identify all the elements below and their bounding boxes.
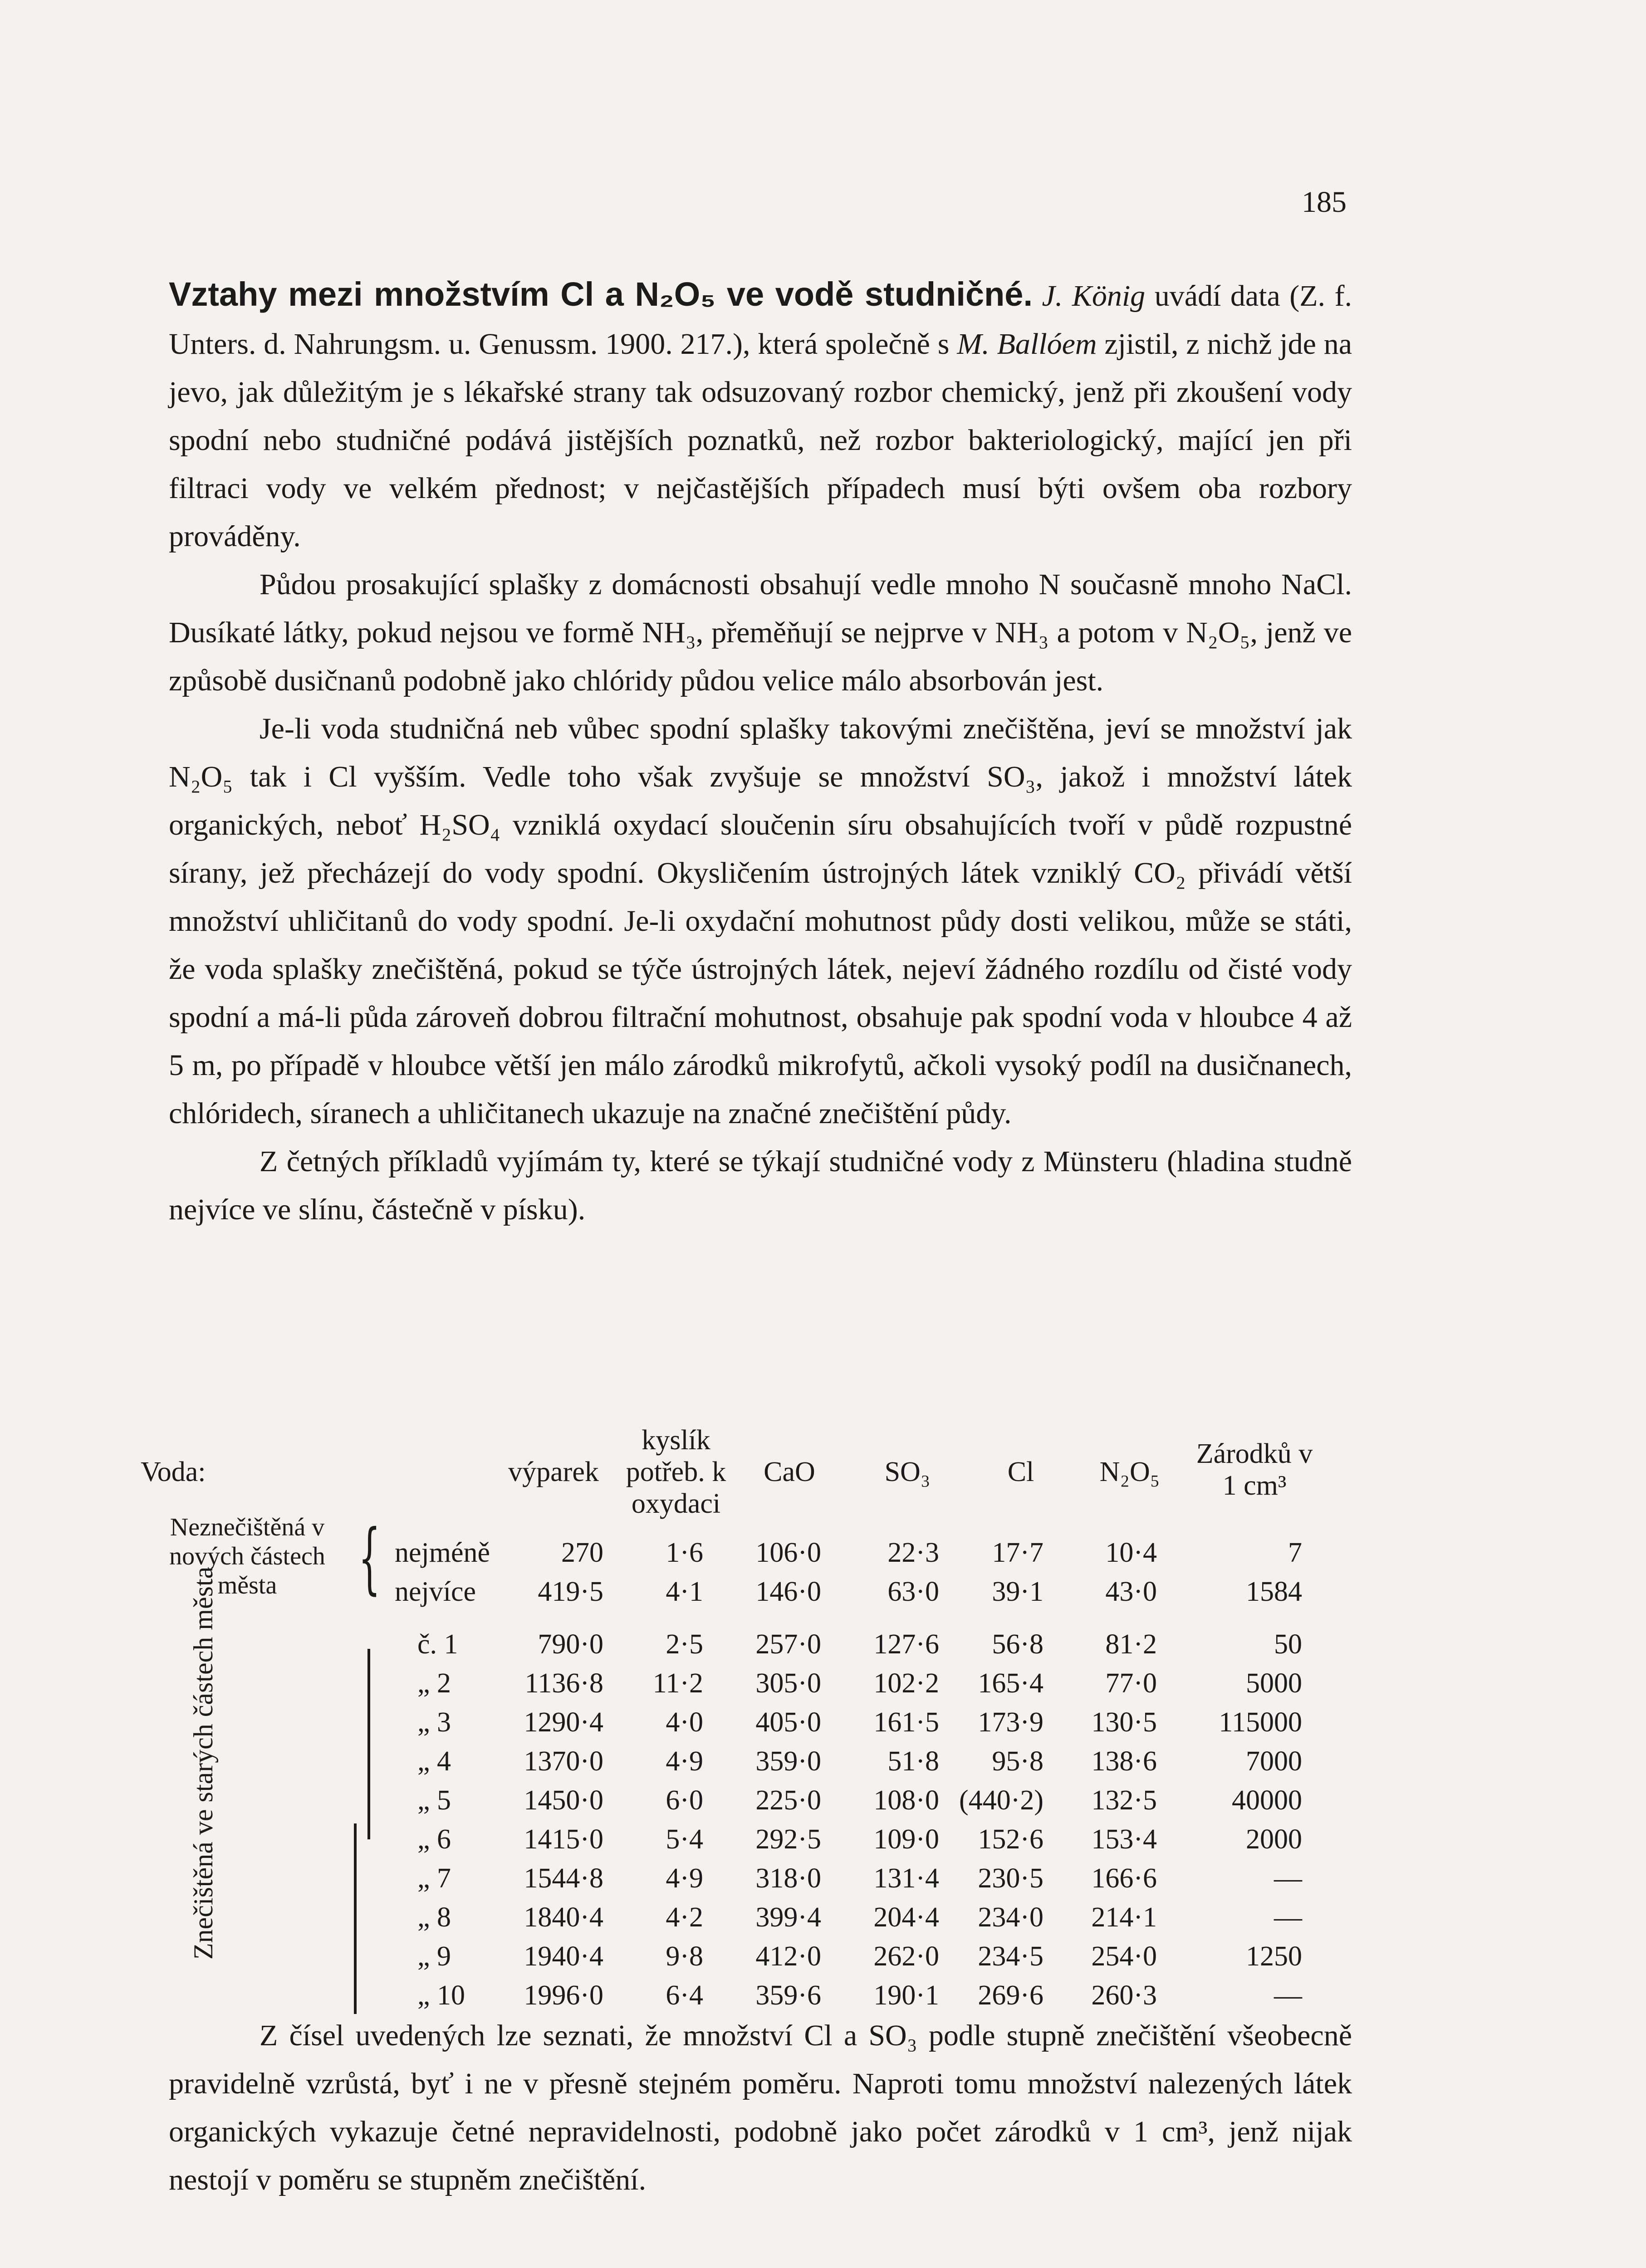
cell-zarodku: 7000 xyxy=(1246,1746,1302,1777)
cell-n2o5: 254·0 xyxy=(1091,1941,1157,1972)
header-n2o5: N₂O₅ xyxy=(1099,1457,1160,1487)
paragraph-1-text: uvádí data (Z. f. Unters. d. Nahrungsm. u. Genussm. 1900. 217.), která společně s xyxy=(169,279,1352,361)
cell-cl: 17·7 xyxy=(992,1537,1043,1568)
cell-cao: 359·6 xyxy=(755,1980,821,2011)
cell-cao: 146·0 xyxy=(755,1576,821,1607)
section-heading: Vztahy mezi množstvím Cl a N₂O₅ ve vodě studničné. xyxy=(169,275,1033,313)
row-label: „ 3 xyxy=(417,1707,451,1738)
row-label: nejméně xyxy=(395,1537,490,1568)
cell-cao: 405·0 xyxy=(755,1707,821,1738)
row-label: „ 8 xyxy=(417,1902,451,1933)
cell-cl: 234·5 xyxy=(978,1941,1043,1972)
cell-n2o5: 43·0 xyxy=(1105,1576,1157,1607)
cell-so3: 22·3 xyxy=(887,1537,939,1568)
cell-cao: 412·0 xyxy=(755,1941,821,1972)
paragraph-1-coauthor: M. Ballóem xyxy=(957,327,1097,361)
header-vyparek: výparek xyxy=(508,1457,599,1487)
cell-so3: 190·1 xyxy=(873,1980,939,2011)
cell-n2o5: 214·1 xyxy=(1091,1902,1157,1933)
cell-n2o5: 166·6 xyxy=(1091,1863,1157,1894)
cell-kyslik: 1·6 xyxy=(666,1537,703,1568)
row-label: „ 6 xyxy=(417,1824,451,1855)
cell-zarodku: 7 xyxy=(1288,1537,1302,1568)
row-label: „ 10 xyxy=(417,1980,465,2011)
cell-kyslik: 4·9 xyxy=(666,1863,703,1894)
cell-kyslik: 4·2 xyxy=(666,1902,703,1933)
cell-vyparek: 1290·4 xyxy=(524,1707,603,1738)
cell-vyparek: 1450·0 xyxy=(524,1785,603,1816)
cell-n2o5: 81·2 xyxy=(1105,1629,1157,1660)
row-label: č. 1 xyxy=(417,1629,458,1660)
cell-vyparek: 790·0 xyxy=(538,1629,603,1660)
cell-cl: 269·6 xyxy=(978,1980,1043,2011)
cell-kyslik: 5·4 xyxy=(666,1824,703,1855)
cell-so3: 127·6 xyxy=(873,1629,939,1660)
cell-n2o5: 260·3 xyxy=(1091,1980,1157,2011)
cell-zarodku: — xyxy=(1274,1863,1302,1894)
cell-cao: 399·4 xyxy=(755,1902,821,1933)
row-label: „ 4 xyxy=(417,1746,451,1777)
cell-n2o5: 153·4 xyxy=(1091,1824,1157,1855)
cell-so3: 63·0 xyxy=(887,1576,939,1607)
cell-n2o5: 138·6 xyxy=(1091,1746,1157,1777)
cell-zarodku: — xyxy=(1274,1980,1302,2011)
cell-vyparek: 1370·0 xyxy=(524,1746,603,1777)
header-cl: Cl xyxy=(1007,1457,1034,1487)
cell-vyparek: 1415·0 xyxy=(524,1824,603,1855)
page-number: 185 xyxy=(1302,186,1347,219)
header-zarodku: Zárodků v 1 cm³ xyxy=(1196,1438,1313,1501)
heading-author: J. König xyxy=(1042,279,1146,313)
paragraph-2: Půdou prosakující splašky z domácnosti obsahují vedle mnoho N současně mnoho NaCl. Dusíkaté látky, pokud nejsou ve formě NH₃, přeměňují se nejprve v NH₃ a potom v N₂O₅, jenž ve způsobě dusičnanů podobně jako chlóridy půdou velice málo absorbován jest. xyxy=(169,568,1352,697)
paragraph-5: Z čísel uvedených lze seznati, že množství Cl a SO₃ podle stupně znečištění všeobecně pravidelně vzrůstá, byť i ne v přesně stejném poměru. Naproti tomu množství nalezených látek organických vykazuje četné nepravidelnosti, podobně jako počet zárodků v 1 cm³, jenž nijak nestojí v poměru se stupněm znečištění. xyxy=(169,2019,1352,2196)
cell-kyslik: 4·0 xyxy=(666,1707,703,1738)
cell-n2o5: 132·5 xyxy=(1091,1785,1157,1816)
cell-zarodku: — xyxy=(1274,1902,1302,1933)
brace-dirty-upper xyxy=(367,1649,370,1839)
brace-clean: { xyxy=(358,1513,381,1603)
cell-cao: 359·0 xyxy=(755,1746,821,1777)
cell-so3: 204·4 xyxy=(873,1902,939,1933)
row-label: „ 2 xyxy=(417,1668,451,1699)
header-kyslik: kyslík potřeb. k oxydaci xyxy=(626,1425,726,1519)
cell-zarodku: 5000 xyxy=(1246,1668,1302,1699)
cell-vyparek: 1544·8 xyxy=(524,1863,603,1894)
cell-kyslik: 6·4 xyxy=(666,1980,703,2011)
cell-cl: 230·5 xyxy=(978,1863,1043,1894)
cell-vyparek: 270 xyxy=(561,1537,603,1568)
cell-n2o5: 130·5 xyxy=(1091,1707,1157,1738)
cell-kyslik: 4·1 xyxy=(666,1576,703,1607)
cell-so3: 131·4 xyxy=(873,1863,939,1894)
cell-kyslik: 4·9 xyxy=(666,1746,703,1777)
cell-cao: 305·0 xyxy=(755,1668,821,1699)
cell-so3: 161·5 xyxy=(873,1707,939,1738)
row-label: nejvíce xyxy=(395,1576,476,1607)
cell-cl: 165·4 xyxy=(978,1668,1043,1699)
paragraph-4: Z četných příkladů vyjímám ty, které se týkají studničné vody z Münsteru (hladina studně nejvíce ve slínu, částečně v písku). xyxy=(169,1145,1352,1226)
cell-zarodku: 50 xyxy=(1274,1629,1302,1660)
cell-zarodku: 1584 xyxy=(1246,1576,1302,1607)
cell-vyparek: 419·5 xyxy=(538,1576,603,1607)
cell-vyparek: 1940·4 xyxy=(524,1941,603,1972)
cell-cl: 173·9 xyxy=(978,1707,1043,1738)
row-label: „ 9 xyxy=(417,1941,451,1972)
cell-so3: 108·0 xyxy=(873,1785,939,1816)
header-so3: SO₃ xyxy=(884,1457,931,1487)
paragraph-3: Je-li voda studničná neb vůbec spodní splašky takovými znečištěna, jeví se množství jak N₂O₅ tak i Cl vyšším. Vedle toho však zvyšuje se množství SO₃, jakož i množství látek organických, neboť H₂SO₄ vzniklá oxydací sloučenin síru obsahujících tvoří v půdě rozpustné sírany, jež přecházejí do vody spodní. Okysličením ústrojných látek vzniklý CO₂ přivádí větší množství uhličitanů do vody spodní. Je-li oxydační mohutnost půdy dosti velikou, může se státi, že voda splašky znečištěná, pokud se týče ústrojných látek, nejeví žádného rozdílu od čisté vody spodní a má-li půda zároveň dobrou filtrační mohutnost, obsahuje pak spodní voda v hloubce 4 až 5 m, po případě v hloubce větší jen málo zárodků mikrofytů, ačkoli vysoký podíl na dusičnanech, chlóridech, síranech a uhličitanech ukazuje na značné znečištění půdy. xyxy=(169,712,1352,1130)
cell-kyslik: 11·2 xyxy=(652,1668,703,1699)
header-voda: Voda: xyxy=(141,1457,206,1487)
cell-n2o5: 77·0 xyxy=(1105,1668,1157,1699)
group-label-clean: Neznečištěná v nových částech města xyxy=(169,1513,325,1599)
cell-cao: 318·0 xyxy=(755,1863,821,1894)
cell-vyparek: 1840·4 xyxy=(524,1902,603,1933)
cell-n2o5: 10·4 xyxy=(1105,1537,1157,1568)
cell-cl: 95·8 xyxy=(992,1746,1043,1777)
cell-cao: 225·0 xyxy=(755,1785,821,1816)
cell-so3: 262·0 xyxy=(873,1941,939,1972)
cell-kyslik: 9·8 xyxy=(666,1941,703,1972)
cell-zarodku: 2000 xyxy=(1246,1824,1302,1855)
text-body xyxy=(169,270,1352,1234)
brace-dirty-lower xyxy=(354,1823,357,2014)
cell-zarodku: 1250 xyxy=(1246,1941,1302,1972)
group-label-dirty: Znečištěná ve starých částech města xyxy=(188,1566,218,1960)
cell-vyparek: 1136·8 xyxy=(524,1668,603,1699)
cell-cao: 257·0 xyxy=(755,1629,821,1660)
cell-zarodku: 40000 xyxy=(1232,1785,1302,1816)
cell-so3: 102·2 xyxy=(873,1668,939,1699)
cell-so3: 109·0 xyxy=(873,1824,939,1855)
cell-vyparek: 1996·0 xyxy=(524,1980,603,2011)
row-label: „ 5 xyxy=(417,1785,451,1816)
header-cao: CaO xyxy=(764,1457,815,1487)
cell-cl: 152·6 xyxy=(978,1824,1043,1855)
cell-zarodku: 115000 xyxy=(1219,1707,1302,1738)
water-analysis-table xyxy=(141,1420,1366,2011)
cell-cl: 39·1 xyxy=(992,1576,1043,1607)
cell-kyslik: 2·5 xyxy=(666,1629,703,1660)
cell-cl: 234·0 xyxy=(978,1902,1043,1933)
cell-kyslik: 6·0 xyxy=(666,1785,703,1816)
cell-so3: 51·8 xyxy=(887,1746,939,1777)
cell-cao: 106·0 xyxy=(755,1537,821,1568)
cell-cao: 292·5 xyxy=(755,1824,821,1855)
paragraph-1-end: zjistil, z nichž jde na jevo, jak důležitým je s lékařské strany tak odsuzovaný rozbor chemický, jenž při zkoušení vody spodní nebo studničné podává jistějších poznatků, než rozbor bakteriologický, mající jen při filtraci vody ve velkém přednost; v nejčastějších případech musí býti ovšem oba rozbory prováděny. xyxy=(169,327,1352,553)
cell-cl: (440·2) xyxy=(959,1785,1043,1816)
paragraph-1 xyxy=(169,270,1352,561)
row-label: „ 7 xyxy=(417,1863,451,1894)
cell-cl: 56·8 xyxy=(992,1629,1043,1660)
